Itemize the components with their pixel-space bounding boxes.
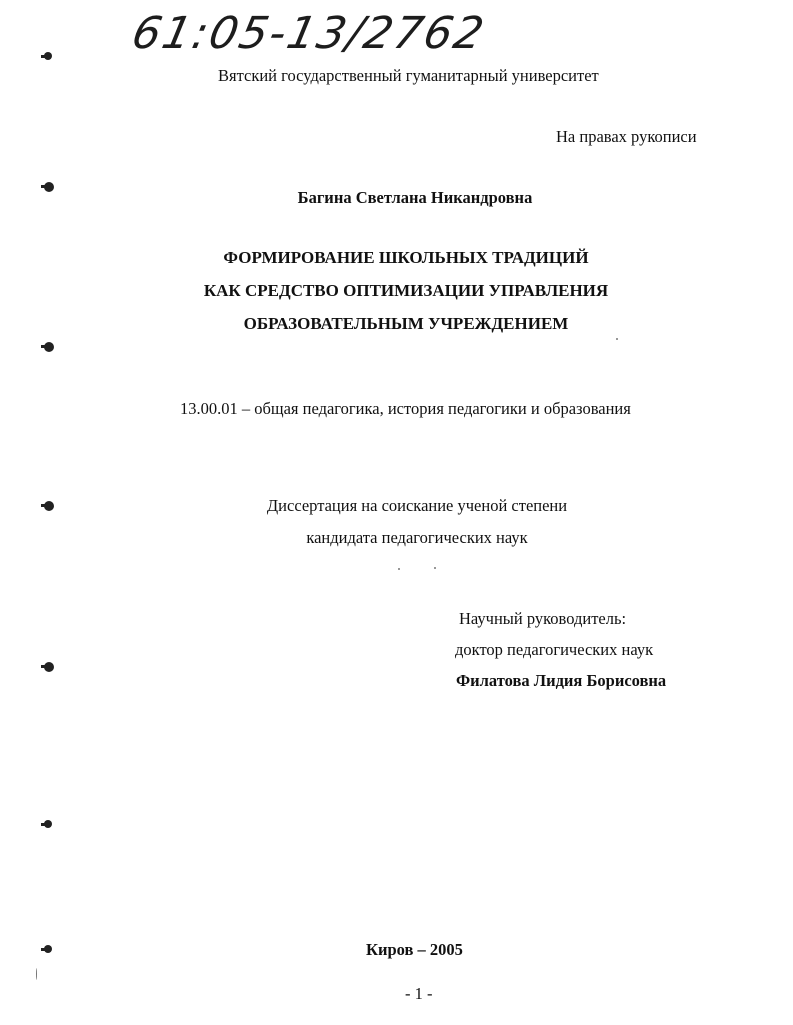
archive-code-handwritten: 61:05-13/2762 bbox=[127, 8, 490, 59]
page-number: - 1 - bbox=[405, 984, 433, 1003]
binding-hole-mark bbox=[44, 52, 52, 60]
dissertation-line: кандидата педагогических наук bbox=[306, 528, 528, 547]
binding-hole-mark bbox=[44, 945, 52, 953]
dissertation-statement bbox=[0, 490, 793, 554]
scan-speck bbox=[36, 968, 37, 980]
supervisor-degree: доктор педагогических наук bbox=[455, 640, 654, 659]
thesis-title bbox=[0, 241, 793, 340]
manuscript-note: На правах рукописи bbox=[556, 127, 697, 146]
dissertation-line: Диссертация на соискание ученой степени bbox=[266, 496, 568, 515]
thesis-title-line: ФОРМИРОВАНИЕ ШКОЛЬНЫХ ТРАДИЦИЙ bbox=[223, 248, 589, 267]
binding-hole-mark bbox=[44, 820, 52, 828]
scan-speck bbox=[434, 567, 436, 569]
thesis-title-line: КАК СРЕДСТВО ОПТИМИЗАЦИИ УПРАВЛЕНИЯ bbox=[203, 281, 609, 300]
supervisor-label: Научный руководитель: bbox=[459, 609, 627, 628]
specialty: 13.00.01 – общая педагогика, история педагогики и образования bbox=[180, 399, 631, 418]
binding-hole-mark bbox=[44, 342, 54, 352]
university-name: Вятский государственный гуманитарный университет bbox=[218, 66, 599, 85]
author-name: Багина Светлана Никандровна bbox=[297, 188, 533, 207]
city-year: Киров – 2005 bbox=[366, 940, 463, 959]
scan-speck bbox=[398, 568, 400, 570]
binding-hole-mark bbox=[44, 662, 54, 672]
thesis-title-line: ОБРАЗОВАТЕЛЬНЫМ УЧРЕЖДЕНИЕМ bbox=[243, 314, 569, 333]
supervisor-name: Филатова Лидия Борисовна bbox=[456, 671, 667, 690]
